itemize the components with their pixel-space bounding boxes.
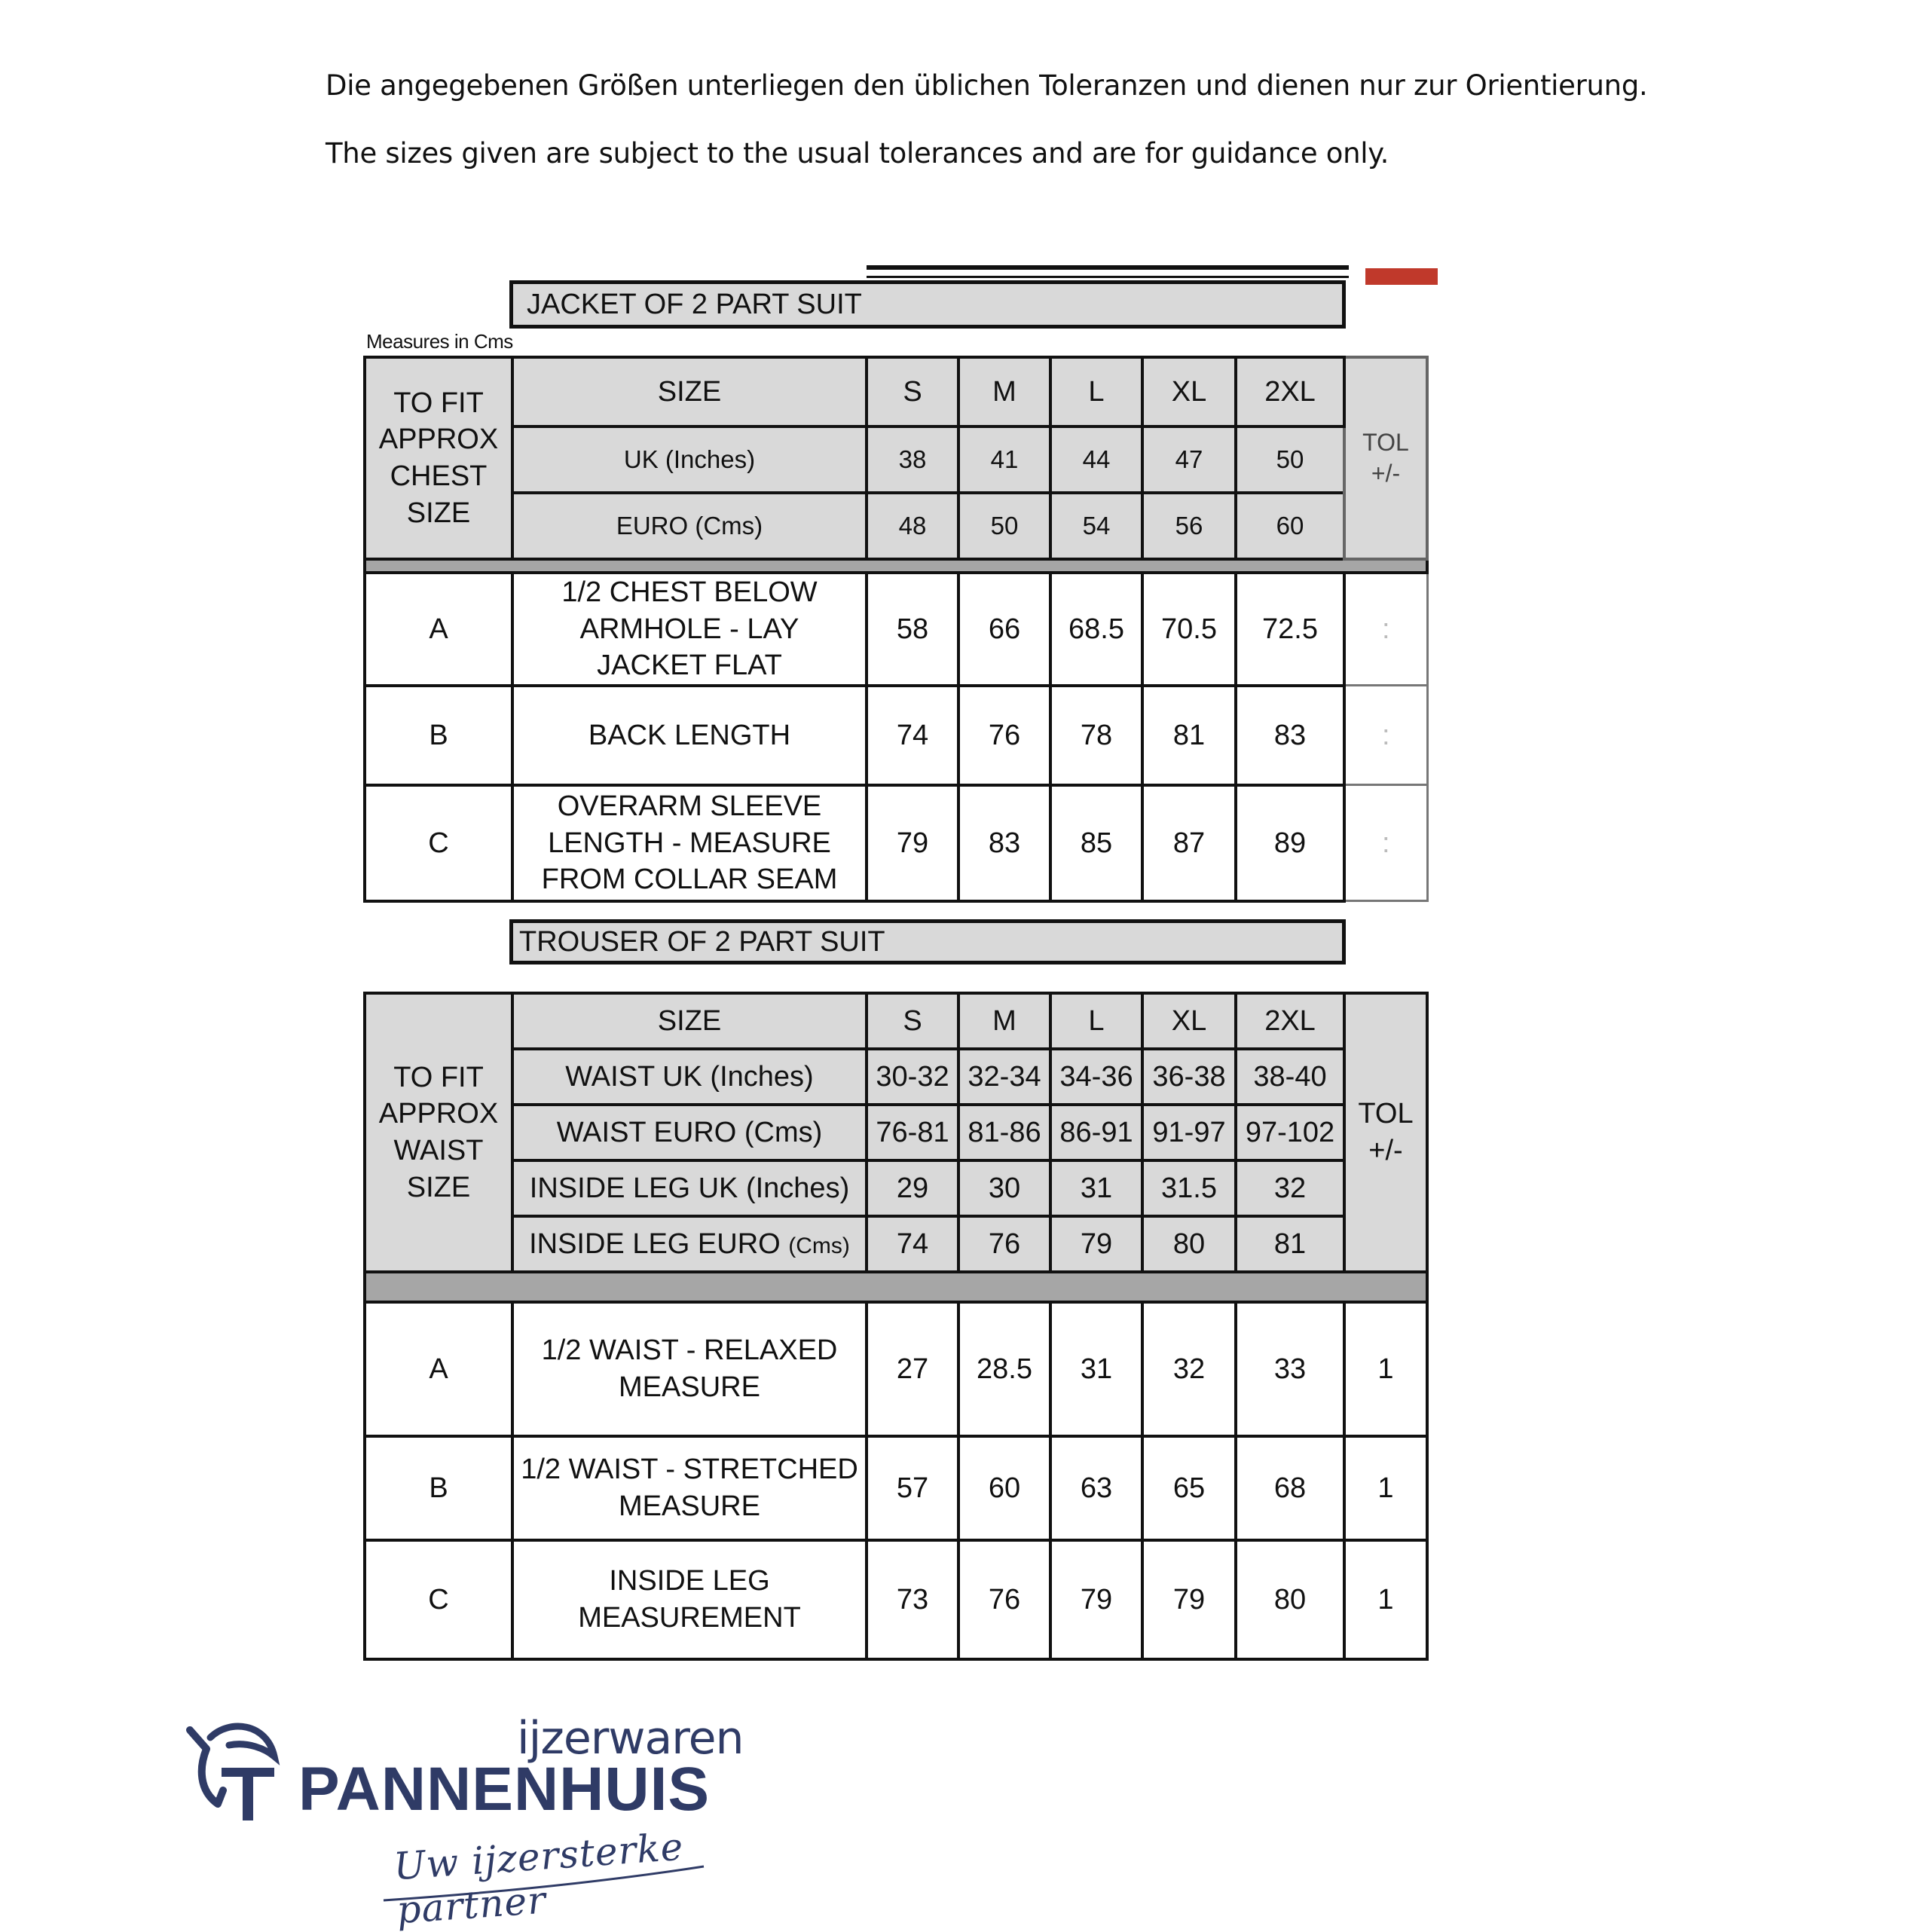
jacket-row-value: 87 — [1142, 785, 1236, 901]
jacket-row-desc: 1/2 CHEST BELOW ARMHOLE - LAY JACKET FLAT — [512, 573, 867, 686]
jacket-section-title: JACKET OF 2 PART SUIT — [509, 280, 1346, 329]
jacket-size-s: S — [867, 357, 958, 426]
top-rule-1 — [867, 265, 1349, 270]
jacket-row-value: 89 — [1236, 785, 1344, 901]
trouser-row-value: 79 — [1142, 1540, 1236, 1659]
trouser-row-value: 68 — [1236, 1436, 1344, 1540]
trouser-waist-euro-value: 76-81 — [867, 1105, 958, 1160]
top-rule-2 — [867, 276, 1349, 278]
trouser-section-title: TROUSER OF 2 PART SUIT — [509, 919, 1346, 964]
trouser-row-value: 76 — [958, 1540, 1050, 1659]
trouser-row-value: 33 — [1236, 1302, 1344, 1436]
trouser-inside-leg-uk-value: 31.5 — [1142, 1160, 1236, 1216]
logo-swoosh-icon — [380, 1863, 711, 1908]
jacket-row-value: 76 — [958, 686, 1050, 785]
trouser-size-table — [363, 992, 1429, 1661]
jacket-euro-value: 54 — [1050, 493, 1142, 559]
intro-english: The sizes given are subject to the usual tolerances and are for guidance only. — [326, 137, 1389, 170]
jacket-size-label: SIZE — [512, 357, 867, 426]
jacket-size-table — [363, 356, 1429, 903]
trouser-size-l: L — [1050, 993, 1142, 1049]
jacket-uk-value: 38 — [867, 426, 958, 493]
jacket-row-value: 79 — [867, 785, 958, 901]
jacket-row-value: 66 — [958, 573, 1050, 686]
trouser-row-desc: 1/2 WAIST - STRETCHED MEASURE — [512, 1436, 867, 1540]
trouser-row-value: 80 — [1236, 1540, 1344, 1659]
jacket-row-value: 72.5 — [1236, 573, 1344, 686]
trouser-row-tol: 1 — [1344, 1540, 1427, 1659]
jacket-euro-value: 48 — [867, 493, 958, 559]
measures-note: Measures in Cms — [366, 330, 513, 353]
jacket-row-value: 68.5 — [1050, 573, 1142, 686]
jacket-row-tol: : — [1344, 785, 1427, 901]
trouser-row-value: 73 — [867, 1540, 958, 1659]
trouser-size-m: M — [958, 993, 1050, 1049]
jacket-size-xl: XL — [1142, 357, 1236, 426]
jacket-uk-value: 41 — [958, 426, 1050, 493]
jacket-row-value: 85 — [1050, 785, 1142, 901]
trouser-row-tol: 1 — [1344, 1436, 1427, 1540]
jacket-row-value: 83 — [958, 785, 1050, 901]
logo-tagline: Uw ijzersterke partner — [392, 1824, 685, 1932]
trouser-row-code: B — [365, 1436, 512, 1540]
jacket-euro-value: 50 — [958, 493, 1050, 559]
trouser-waist-uk-value: 36-38 — [1142, 1049, 1236, 1105]
trouser-row-value: 79 — [1050, 1540, 1142, 1659]
trouser-waist-uk-value: 34-36 — [1050, 1049, 1142, 1105]
trouser-size-xl: XL — [1142, 993, 1236, 1049]
trouser-waist-euro-value: 97-102 — [1236, 1105, 1344, 1160]
jacket-row-code: C — [365, 785, 512, 901]
jacket-row-tol: : — [1344, 573, 1427, 686]
jacket-row-value: 74 — [867, 686, 958, 785]
jacket-euro-value: 60 — [1236, 493, 1344, 559]
trouser-inside-leg-euro-value: 74 — [867, 1216, 958, 1272]
jacket-tol-header: TOL +/- — [1344, 357, 1427, 559]
jacket-size-2xl: 2XL — [1236, 357, 1344, 426]
logo-name: PANNENHUIS — [298, 1755, 711, 1823]
trouser-row-value: 27 — [867, 1302, 958, 1436]
jacket-euro-value: 56 — [1142, 493, 1236, 559]
trouser-waist-uk-value: 30-32 — [867, 1049, 958, 1105]
jacket-fit-label: TO FIT APPROX CHEST SIZE — [365, 357, 512, 559]
trouser-row-value: 31 — [1050, 1302, 1142, 1436]
trouser-waist-uk-label: WAIST UK (Inches) — [512, 1049, 867, 1105]
trouser-size-s: S — [867, 993, 958, 1049]
helmet-logo-icon — [176, 1715, 289, 1828]
trouser-row-value: 60 — [958, 1436, 1050, 1540]
trouser-row-value: 65 — [1142, 1436, 1236, 1540]
jacket-uk-label: UK (Inches) — [512, 426, 867, 493]
trouser-inside-leg-euro-value: 81 — [1236, 1216, 1344, 1272]
trouser-inside-leg-uk-label: INSIDE LEG UK (Inches) — [512, 1160, 867, 1216]
trouser-inside-leg-uk-value: 30 — [958, 1160, 1050, 1216]
trouser-row-value: 32 — [1142, 1302, 1236, 1436]
jacket-uk-value: 50 — [1236, 426, 1344, 493]
jacket-row-value: 83 — [1236, 686, 1344, 785]
inside-leg-euro-text: INSIDE LEG EURO — [529, 1227, 789, 1260]
trouser-inside-leg-euro-label — [512, 1216, 867, 1272]
logo-ijzerwaren: ijzerwaren — [517, 1712, 744, 1765]
trouser-inside-leg-euro-value: 76 — [958, 1216, 1050, 1272]
trouser-fit-label: TO FIT APPROX WAIST SIZE — [365, 993, 512, 1272]
trouser-row-value: 63 — [1050, 1436, 1142, 1540]
jacket-euro-label: EURO (Cms) — [512, 493, 867, 559]
trouser-inside-leg-euro-value: 79 — [1050, 1216, 1142, 1272]
trouser-waist-uk-value: 32-34 — [958, 1049, 1050, 1105]
trouser-separator — [365, 1272, 1427, 1302]
trouser-row-code: A — [365, 1302, 512, 1436]
trouser-row-desc: INSIDE LEG MEASUREMENT — [512, 1540, 867, 1659]
trouser-row-tol: 1 — [1344, 1302, 1427, 1436]
red-accent-bar — [1365, 268, 1438, 285]
trouser-row-value: 57 — [867, 1436, 958, 1540]
trouser-row-desc: 1/2 WAIST - RELAXED MEASURE — [512, 1302, 867, 1436]
jacket-separator — [365, 559, 1427, 573]
jacket-uk-value: 47 — [1142, 426, 1236, 493]
trouser-inside-leg-uk-value: 32 — [1236, 1160, 1344, 1216]
trouser-waist-euro-label: WAIST EURO (Cms) — [512, 1105, 867, 1160]
jacket-row-code: B — [365, 686, 512, 785]
jacket-uk-value: 44 — [1050, 426, 1142, 493]
jacket-row-value: 81 — [1142, 686, 1236, 785]
jacket-size-l: L — [1050, 357, 1142, 426]
trouser-waist-euro-value: 81-86 — [958, 1105, 1050, 1160]
jacket-row-value: 78 — [1050, 686, 1142, 785]
jacket-row-value: 58 — [867, 573, 958, 686]
trouser-row-code: C — [365, 1540, 512, 1659]
trouser-inside-leg-uk-value: 29 — [867, 1160, 958, 1216]
trouser-size-label: SIZE — [512, 993, 867, 1049]
pannenhuis-logo — [176, 1712, 749, 1932]
jacket-size-m: M — [958, 357, 1050, 426]
jacket-row-value: 70.5 — [1142, 573, 1236, 686]
trouser-waist-uk-value: 38-40 — [1236, 1049, 1344, 1105]
jacket-row-code: A — [365, 573, 512, 686]
intro-german: Die angegebenen Größen unterliegen den üblichen Toleranzen und dienen nur zur Orientierung. — [326, 69, 1648, 102]
jacket-row-desc: BACK LENGTH — [512, 686, 867, 785]
trouser-size-2xl: 2XL — [1236, 993, 1344, 1049]
trouser-waist-euro-value: 86-91 — [1050, 1105, 1142, 1160]
trouser-waist-euro-value: 91-97 — [1142, 1105, 1236, 1160]
jacket-row-tol: : — [1344, 686, 1427, 785]
trouser-tol-header: TOL +/- — [1344, 993, 1427, 1272]
trouser-inside-leg-uk-value: 31 — [1050, 1160, 1142, 1216]
inside-leg-euro-unit: (Cms) — [788, 1233, 850, 1258]
trouser-row-value: 28.5 — [958, 1302, 1050, 1436]
trouser-inside-leg-euro-value: 80 — [1142, 1216, 1236, 1272]
jacket-row-desc: OVERARM SLEEVE LENGTH - MEASURE FROM COLLAR SEAM — [512, 785, 867, 901]
